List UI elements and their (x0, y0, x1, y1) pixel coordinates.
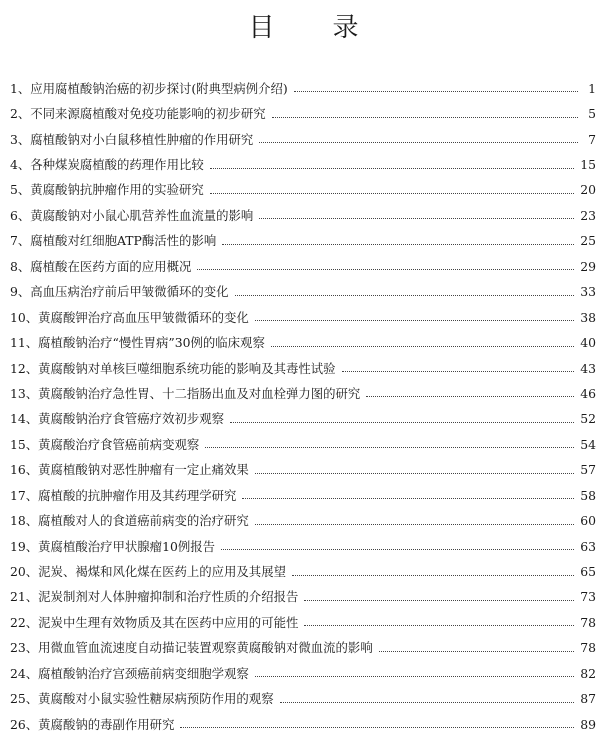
dot-leader (259, 142, 578, 143)
toc-entry[interactable] (0, 687, 607, 712)
dot-leader (259, 218, 574, 219)
toc-entry[interactable] (0, 559, 607, 584)
dot-leader (366, 396, 574, 397)
dot-leader (304, 625, 574, 626)
toc-entry[interactable] (0, 127, 607, 152)
dot-leader (379, 651, 575, 652)
dot-leader (294, 91, 578, 92)
toc-entry-title: 14、黄腐酸钠治疗食管癌疗效初步观察 (10, 411, 225, 427)
toc-entry-title: 2、不同来源腐植酸对免疫功能影响的初步研究 (10, 106, 266, 122)
toc-entry-page-number: 7 (588, 131, 596, 147)
page-title: 目 录 (248, 13, 375, 43)
dot-leader (304, 600, 574, 601)
dot-leader (342, 371, 575, 372)
toc-entry-title: 7、腐植酸对红细胞ATP酶活性的影响 (10, 233, 217, 249)
toc-entry[interactable] (0, 432, 607, 457)
toc-entry-title: 18、腐植酸对人的食道癌前病变的治疗研究 (10, 513, 249, 529)
toc-entry-title: 9、高血压病治疗前后甲皱微循环的变化 (10, 284, 229, 300)
toc-entry-title: 3、腐植酸钠对小白鼠移植性肿瘤的作用研究 (10, 131, 254, 147)
toc-entry-page-number: 29 (580, 258, 596, 274)
toc-entry-page-number: 20 (580, 182, 596, 198)
dot-leader (210, 168, 574, 169)
toc-entry-title: 10、黄腐酸钾治疗高血压甲皱微循环的变化 (10, 309, 249, 325)
toc-entry-page-number: 73 (580, 589, 596, 605)
toc-entry[interactable] (0, 661, 607, 686)
toc-entry-page-number: 54 (580, 436, 596, 452)
toc-entry[interactable] (0, 458, 607, 483)
toc-entry[interactable] (0, 381, 607, 406)
toc-entry-title: 21、泥炭制剂对人体肿瘤抑制和治疗性质的介绍报告 (10, 589, 299, 605)
toc-entry[interactable] (0, 305, 607, 330)
dot-leader (292, 575, 574, 576)
toc-entry-page-number: 52 (580, 411, 596, 427)
toc-entry-title: 15、黄腐酸治疗食管癌前病变观察 (10, 436, 200, 452)
dot-leader (242, 498, 574, 499)
dot-leader (280, 702, 575, 703)
toc-entry-title: 8、腐植酸在医药方面的应用概况 (10, 258, 192, 274)
dot-leader (210, 193, 574, 194)
toc-entry-title: 20、泥炭、褐煤和风化煤在医药上的应用及其展望 (10, 564, 286, 580)
toc-entry-page-number: 38 (580, 309, 596, 325)
toc-entry[interactable] (0, 152, 607, 177)
toc-entry-page-number: 1 (588, 80, 596, 96)
toc-entry[interactable] (0, 101, 607, 126)
toc-entry-title: 17、腐植酸的抗肿瘤作用及其药理学研究 (10, 487, 237, 503)
toc-entry-title: 13、黄腐酸钠治疗急性胃、十二指肠出血及对血栓弹力图的研究 (10, 385, 361, 401)
toc-entry-page-number: 46 (580, 385, 596, 401)
dot-leader (255, 524, 574, 525)
toc-entry-page-number: 78 (580, 640, 596, 656)
toc-entry[interactable] (0, 483, 607, 508)
toc-entry-page-number: 87 (580, 691, 596, 707)
toc-entry-page-number: 63 (580, 538, 596, 554)
toc-entry[interactable] (0, 585, 607, 610)
dot-leader (271, 346, 574, 347)
toc-entry-title: 4、各种煤炭腐植酸的药理作用比较 (10, 157, 204, 173)
toc-entry-title: 19、黄腐植酸治疗甲状腺瘤10例报告 (10, 538, 216, 554)
dot-leader (255, 320, 574, 321)
toc-entry-page-number: 65 (580, 564, 596, 580)
toc-entry[interactable] (0, 407, 607, 432)
toc-entry-page-number: 15 (580, 157, 596, 173)
toc-entry-title: 1、应用腐植酸钠治癌的初步探讨(附典型病例介绍) (10, 80, 288, 96)
toc-entry-page-number: 78 (580, 614, 596, 630)
toc-entry[interactable] (0, 203, 607, 228)
dot-leader (272, 117, 578, 118)
toc-entry[interactable] (0, 280, 607, 305)
toc-entry[interactable] (0, 178, 607, 203)
dot-leader (180, 727, 574, 728)
toc-entry-title: 23、用微血管血流速度自动描记装置观察黄腐酸钠对微血流的影响 (10, 640, 373, 656)
dot-leader (235, 295, 575, 296)
toc-entry[interactable] (0, 356, 607, 381)
dot-leader (222, 244, 574, 245)
toc-entry[interactable] (0, 330, 607, 355)
toc-entry-title: 6、黄腐酸钠对小鼠心肌营养性血流量的影响 (10, 207, 254, 223)
table-of-contents (0, 76, 607, 737)
dot-leader (255, 676, 574, 677)
toc-entry[interactable] (0, 229, 607, 254)
toc-entry[interactable] (0, 534, 607, 559)
toc-entry-page-number: 89 (580, 716, 596, 732)
toc-entry-title: 5、黄腐酸钠抗肿瘤作用的实验研究 (10, 182, 204, 198)
toc-entry-title: 24、腐植酸钠治疗宫颈癌前病变细胞学观察 (10, 665, 249, 681)
toc-entry-page-number: 25 (580, 233, 596, 249)
toc-entry-title: 16、黄腐植酸钠对恶性肿瘤有一定止痛效果 (10, 462, 249, 478)
toc-entry-page-number: 57 (580, 462, 596, 478)
toc-entry[interactable] (0, 254, 607, 279)
toc-entry[interactable] (0, 508, 607, 533)
toc-entry-page-number: 58 (580, 487, 596, 503)
toc-entry-page-number: 33 (580, 284, 596, 300)
toc-entry-page-number: 43 (580, 360, 596, 376)
dot-leader (230, 422, 574, 423)
toc-entry[interactable] (0, 712, 607, 737)
toc-entry-title: 25、黄腐酸对小鼠实验性糖尿病预防作用的观察 (10, 691, 274, 707)
toc-entry[interactable] (0, 610, 607, 635)
toc-entry-page-number: 82 (580, 665, 596, 681)
dot-leader (205, 447, 574, 448)
toc-entry-page-number: 40 (580, 335, 596, 351)
toc-entry-page-number: 5 (588, 106, 596, 122)
toc-entry-title: 22、泥炭中生理有效物质及其在医药中应用的可能性 (10, 614, 299, 630)
toc-entry-title: 26、黄腐酸钠的毒副作用研究 (10, 716, 175, 732)
dot-leader (221, 549, 574, 550)
toc-entry-title: 11、腐植酸钠治疗“慢性胃病”30例的临床观察 (10, 335, 265, 351)
toc-entry[interactable] (0, 636, 607, 661)
toc-entry-page-number: 23 (580, 207, 596, 223)
toc-entry[interactable] (0, 76, 607, 101)
dot-leader (197, 269, 574, 270)
toc-entry-title: 12、黄腐酸钠对单核巨噬细胞系统功能的影响及其毒性试验 (10, 360, 336, 376)
toc-entry-page-number: 60 (580, 513, 596, 529)
dot-leader (255, 473, 574, 474)
